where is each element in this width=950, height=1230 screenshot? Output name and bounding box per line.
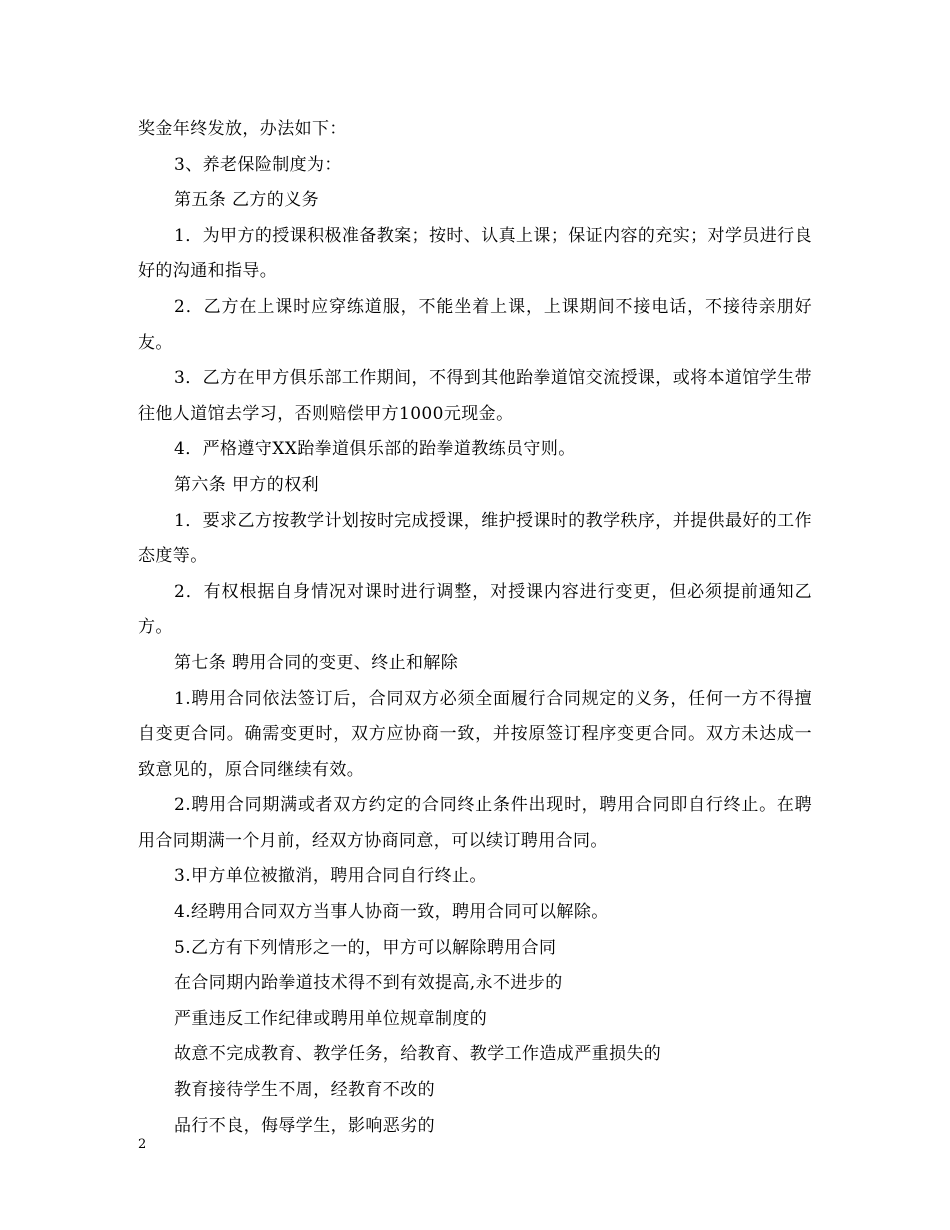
paragraph-article-6-item-1: 1．要求乙方按教学计划按时完成授课，维护授课时的教学秩序，并提供最好的工作态度等。 [138, 510, 812, 567]
paragraph-pension-system: 3、养老保险制度为： [174, 154, 342, 175]
section-heading-article-5: 第五条 乙方的义务 [174, 190, 320, 211]
paragraph-article-7-item-3: 3.甲方单位被撤消，聘用合同自行终止。 [174, 866, 487, 887]
document-body [138, 112, 812, 1144]
list-item-condition-2: 严重违反工作纪律或聘用单位规章制度的 [174, 1008, 488, 1029]
paragraph-article-5-item-3: 3．乙方在甲方俱乐部工作期间，不得到其他跆拳道馆交流授课，或将本道馆学生带往他人道馆去学习，否则赔偿甲方1000元现金。 [138, 368, 812, 424]
paragraph-article-6-item-2: 2．有权根据自身情况对课时进行调整，对授课内容进行变更，但必须提前通知乙方。 [138, 581, 812, 638]
paragraph-article-5-item-4: 4．严格遵守XX跆拳道俱乐部的跆拳道教练员守则。 [174, 439, 576, 460]
paragraph-bonus-payment: 奖金年终发放，办法如下： [138, 119, 347, 139]
paragraph-article-7-item-5: 5.乙方有下列情形之一的，甲方可以解除聘用合同 [174, 937, 557, 958]
list-item-condition-1: 在合同期内跆拳道技术得不到有效提高,永不进步的 [174, 973, 563, 994]
list-item-condition-4: 教育接待学生不周，经教育不改的 [174, 1080, 435, 1101]
section-heading-article-6: 第六条 甲方的权利 [174, 474, 320, 495]
paragraph-article-7-item-1: 1.聘用合同依法签订后，合同双方必须全面履行合同规定的义务，任何一方不得擅自变更合同。确需变更时，双方应协商一致，并按原签订程序变更合同。双方未达成一致意见的，原合同继续有效。 [138, 688, 812, 780]
paragraph-article-5-item-2: 2．乙方在上课时应穿练道服，不能坐着上课，上课期间不接电话，不接待亲朋好友。 [138, 296, 812, 353]
paragraph-article-7-item-4: 4.经聘用合同双方当事人协商一致，聘用合同可以解除。 [174, 902, 609, 923]
paragraph-article-5-item-1: 1．为甲方的授课积极准备教案；按时、认真上课；保证内容的充实；对学员进行良好的沟通和指导。 [138, 225, 812, 282]
paragraph-article-7-item-2: 2.聘用合同期满或者双方约定的合同终止条件出现时，聘用合同即自行终止。在聘用合同期满一个月前，经双方协商同意，可以续订聘用合同。 [138, 795, 812, 851]
list-item-condition-5: 品行不良，侮辱学生，影响恶劣的 [174, 1115, 435, 1136]
page-number: 2 [138, 1137, 147, 1152]
list-item-condition-3: 故意不完成教育、教学任务，给教育、教学工作造成严重损失的 [174, 1044, 662, 1065]
section-heading-article-7: 第七条 聘用合同的变更、终止和解除 [174, 652, 459, 673]
